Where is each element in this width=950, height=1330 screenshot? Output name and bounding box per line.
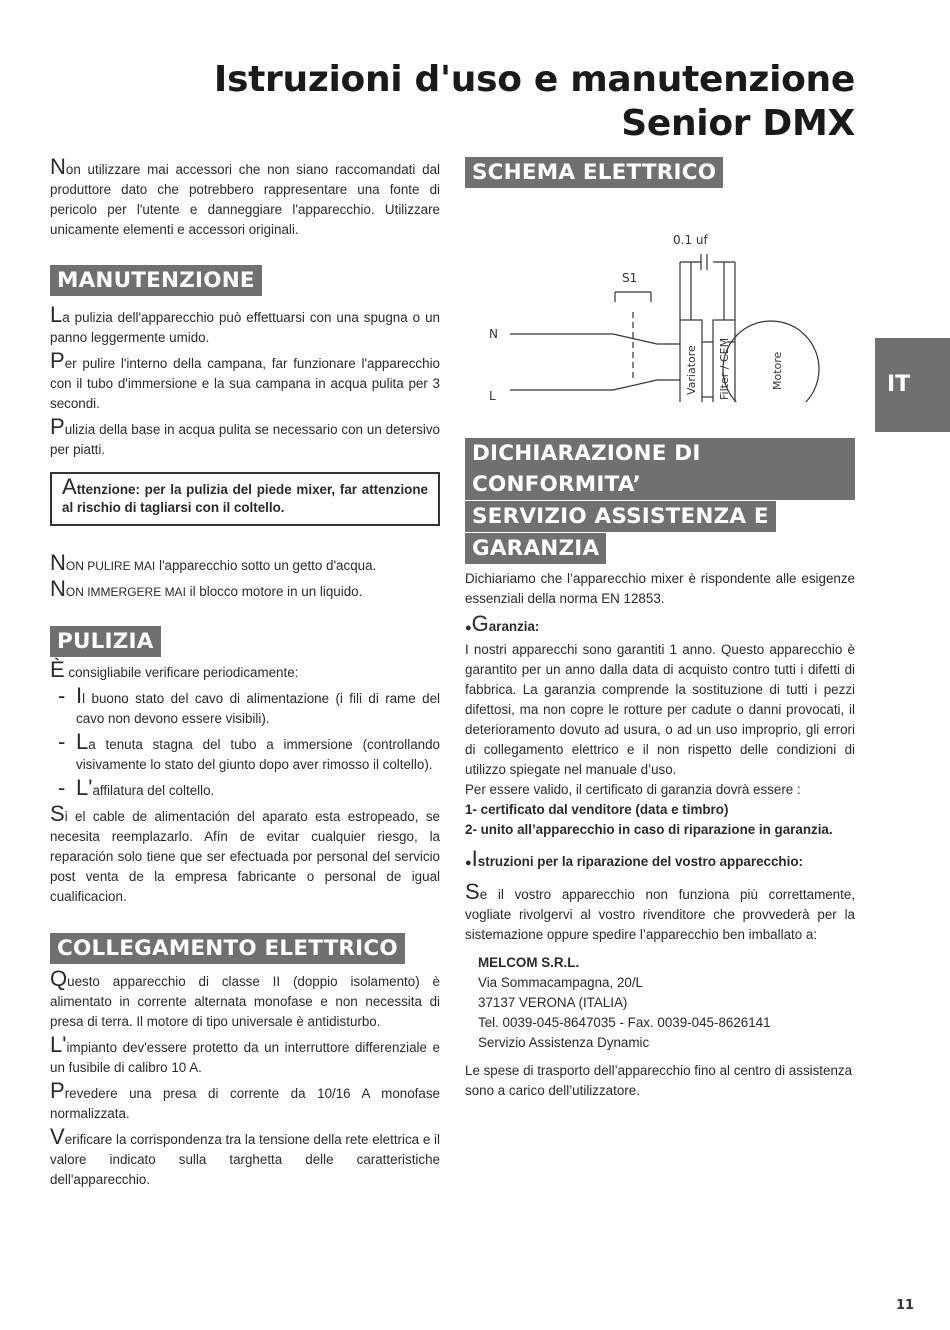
title-line-2: Senior DMX bbox=[621, 103, 855, 144]
shipping-cost-paragraph: Le spese di trasporto dell’apparecchio fino al centro di assistenza sono a carico dell’utilizzatore. bbox=[465, 1063, 853, 1098]
pulizia-heading: PULIZIA bbox=[50, 626, 161, 657]
collegamento-p1: Questo apparecchio di classe II (doppio isolamento) è alimentato in corrente alternata monofase e non necessita di presa di terra. Il motore di tipo universale è antidisturbo. bbox=[50, 966, 440, 1029]
page-title bbox=[214, 58, 855, 146]
dichiarazione-heading-2: SERVIZIO ASSISTENZA E bbox=[465, 501, 776, 532]
conformity-paragraph: Dichiariamo che l’apparecchio mixer è rispondente alle esigenze essenziali della norma EN 12853. bbox=[465, 571, 855, 606]
garanzia-condition-2: 2- unito all’apparecchio in caso di riparazione in garanzia. bbox=[465, 822, 833, 837]
manutenzione-p2: Per pulire l'interno della campana, far funzionare l'apparecchio con il tubo d'immersione e la sua campana in acqua pulita per 3 secondi. bbox=[50, 348, 440, 411]
right-column bbox=[465, 157, 855, 1107]
neutral-label: N bbox=[489, 327, 498, 341]
motore-label: Motore bbox=[771, 351, 784, 390]
collegamento-p2: L'impianto dev'essere protetto da un interruttore differenziale e un fusibile di calibro 10 A. bbox=[50, 1032, 440, 1075]
manutenzione-heading: MANUTENZIONE bbox=[50, 265, 262, 296]
collegamento-heading: COLLEGAMENTO ELETTRICO bbox=[50, 933, 405, 964]
list-item: - La tenuta stagna del tubo a immersione (controllando visivamente lo stato del giunto dopo aver rimosso il coltello). bbox=[58, 729, 440, 772]
wiring-diagram bbox=[465, 192, 855, 402]
page-number: 11 bbox=[896, 1298, 915, 1313]
intro-paragraph: Non utilizzare mai accessori che non siano raccomandati dal produttore dato che potrebbero rappresentare una fonte di pericolo per l'utente e danneggiare l'apparecchio. Utilizzare unicamente elementi e accessori originali. bbox=[50, 154, 440, 237]
pulizia-checklist bbox=[50, 683, 440, 801]
address-street: Via Sommacampagna, 20/L bbox=[478, 975, 644, 990]
address-company: MELCOM S.R.L. bbox=[478, 955, 580, 970]
left-column bbox=[50, 154, 440, 1196]
garanzia-paragraph: I nostri apparecchi sono garantiti 1 anno. Questo apparecchio è garantito per un anno dalla data di acquisto contro tutti i difetti di fabbrica. La garanzia comprende la sostituzione di tutti i pezzi difettosi, ma non copre le rotture per cadute o danni provocati, il deterioramento dovuto ad usura, o ad un uso improprio, gli errori di collegamento elettrico e il non rispetto delle condizioni di utilizzo spiegate nel manuale d’uso. bbox=[465, 642, 855, 777]
schema-heading-wrap bbox=[465, 157, 855, 188]
pulizia-intro: È consigliabile verificare periodicamente: bbox=[50, 657, 299, 682]
language-tab: IT bbox=[875, 338, 950, 432]
dichiarazione-heading-stack bbox=[465, 438, 855, 564]
line-label: L bbox=[489, 389, 496, 402]
garanzia-heading: ●Garanzia: bbox=[465, 611, 540, 636]
pulizia-cable-paragraph: Si el cable de alimentación del aparato esta estropeado, se necesita reemplazarlo. Afín de evitar cualquier riesgo, la reparación solo tiene que ser efectuada por personal del servicio post venta de la empresa fabricante o personal de igual cualificacion. bbox=[50, 801, 440, 904]
address-city: 37137 VERONA (ITALIA) bbox=[478, 995, 628, 1010]
list-item: - L'affilatura del coltello. bbox=[58, 775, 215, 800]
variatore-label: Variatore bbox=[685, 345, 698, 395]
manutenzione-p3: Pulizia della base in acqua pulita se necessario con un detersivo per piatti. bbox=[50, 414, 440, 457]
pulizia-heading-wrap bbox=[50, 626, 440, 657]
istruzioni-paragraph: Se il vostro apparecchio non funziona più correttamente, vogliate rivolgervi al vostro rivenditore che provvederà per la sistemazione oppure spedire l’apparecchio ben imballato a: bbox=[465, 879, 855, 942]
collegamento-heading-wrap bbox=[50, 933, 440, 964]
collegamento-p3: Prevedere una presa di corrente da 10/16 A monofase normalizzata. bbox=[50, 1078, 440, 1121]
address-phone: Tel. 0039-045-8647035 - Fax. 0039-045-8626141 bbox=[478, 1015, 771, 1030]
warning-box: Attenzione: per la pulizia del piede mixer, far attenzione al rischio di tagliarsi con il coltello. bbox=[50, 472, 440, 526]
schema-heading: SCHEMA ELETTRICO bbox=[465, 157, 723, 188]
capacitor-label: 0.1 uf bbox=[673, 233, 708, 247]
dichiarazione-heading-1: DICHIARAZIONE DI CONFORMITA’ bbox=[465, 438, 855, 500]
manutenzione-p1: La pulizia dell'apparecchio può effettuarsi con una spugna o un panno leggermente umido. bbox=[50, 302, 440, 345]
filter-label: Filter / CEM bbox=[718, 337, 731, 400]
no-wash-note: NON PULIRE MAI l'apparecchio sotto un getto d'acqua. bbox=[50, 550, 377, 575]
collegamento-p4: Verificare la corrispondenza tra la tensione della rete elettrica e il valore indicato sulla targhetta delle caratteristiche dell'apparecchio. bbox=[50, 1124, 440, 1187]
switch-label: S1 bbox=[622, 271, 638, 285]
service-address bbox=[465, 953, 855, 1053]
garanzia-condition-1: 1- certificato dal venditore (data e timbro) bbox=[465, 802, 729, 817]
istruzioni-heading: ●Istruzioni per la riparazione del vostro apparecchio: bbox=[465, 846, 803, 871]
no-immerse-note: NON IMMERGERE MAI il blocco motore in un liquido. bbox=[50, 576, 363, 601]
title-line-1: Istruzioni d'uso e manutenzione bbox=[213, 59, 855, 100]
garanzia-validity: Per essere valido, il certificato di garanzia dovrà essere : bbox=[465, 782, 801, 797]
list-item: - Il buono stato del cavo di alimentazione (i fili di rame del cavo non devono essere visibili). bbox=[58, 683, 440, 726]
address-service: Servizio Assistenza Dynamic bbox=[478, 1035, 650, 1050]
dichiarazione-heading-3: GARANZIA bbox=[465, 533, 606, 564]
manutenzione-heading-wrap bbox=[50, 265, 440, 296]
